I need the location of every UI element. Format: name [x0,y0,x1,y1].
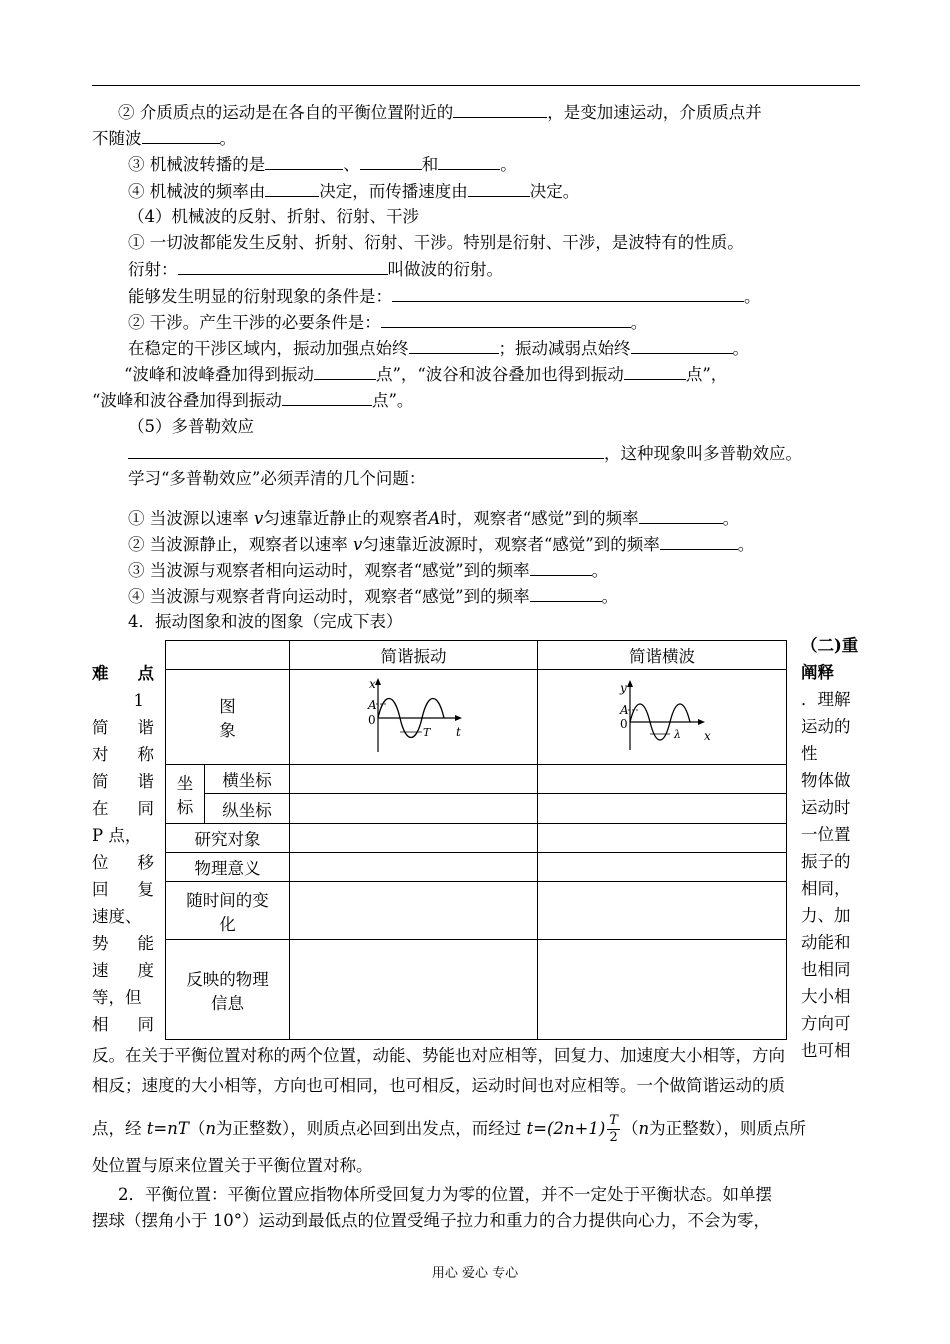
line-19: ④ 当波源与观察者背向运动时，观察者“感觉”到的频率 。 [128,587,619,606]
answer-cell[interactable] [538,940,787,1040]
fill-blank[interactable] [282,389,372,406]
wave-graph [538,670,786,760]
fill-blank[interactable] [381,311,631,328]
section-5-heading: （5）多普勒效应 [128,417,254,436]
answer-cell[interactable] [290,882,538,940]
para-line-1: 反。在关于平衡位置对称的两个位置，动能、势能也对应相等，回复力、加速度大小相等，方向 [92,1046,785,1065]
answer-cell[interactable] [290,765,538,794]
fill-blank[interactable] [314,363,376,380]
line-11: “波峰和波峰叠加得到振动 点”，“波谷和波谷叠加也得到振动 点”， [124,365,728,384]
col-header-wave: 简谐横波 [538,641,787,670]
wave-x-label: x [704,729,711,743]
fill-blank[interactable] [360,153,422,170]
line-4: ④ 机械波的频率由 决定，而传播速度由 决定。 [128,182,580,201]
row-header-change: 随时间的变 化 [166,882,290,940]
fill-blank[interactable] [468,180,530,197]
row-header-object: 研究对象 [166,824,290,853]
comparison-table [165,640,787,1040]
wave-amp-label: A [620,703,629,717]
oscillation-graph [290,670,537,760]
answer-cell[interactable] [538,765,787,794]
line-17: ② 当波源静止，观察者以速率 v匀速靠近波源时，观察者“感觉”到的频率 。 [128,535,755,554]
line-9: ② 干涉。产生干涉的必要条件是： 。 [128,313,648,332]
wave-x-arrow [698,719,705,725]
line-3: ③ 机械波转播的是 、 和 。 [128,155,517,174]
row-header-coordinate: 坐 标 [166,765,205,824]
fill-blank[interactable] [409,337,499,354]
fill-blank[interactable] [453,101,547,118]
row-header-y-axis: 纵坐标 [205,794,290,824]
section-4-heading: （4）机械波的反射、折射、衍射、干涉 [128,207,419,226]
fill-blank[interactable] [265,153,343,170]
line-14: ，这种现象叫多普勒效应。 [128,442,802,465]
line-6: ① 一切波都能发生反射、折射、衍射、干涉。特别是衍射、干涉，是波特有的性质。 [128,233,744,252]
line-7: 衍射： 叫做波的衍射。 [128,260,503,279]
line-2: 不随波 。 [92,129,236,148]
oscillation-amp-label: A [368,698,377,712]
table-corner [166,641,290,670]
para-line-5: 2．平衡位置：平衡位置应指物体所受回复力为零的位置，并不一定处于平衡状态。如单摆 [118,1185,772,1204]
header-rule [92,85,860,86]
para-line-6: 摆球（摆角小于 10°）运动到最低点的位置受绳子拉力和重力的合力提供向心力，不会为零， [92,1211,770,1230]
line-12: “波峰和波谷叠加得到振动 点”。 [92,391,414,410]
answer-cell[interactable] [290,940,538,1040]
right-wrapped-text: （二)重 阐释 ．理解 运动的 性 物体做 运动时 一位置 振子的 相同， 力、加 动能和 也相同 大小相 方向可 也可相 [801,636,859,1060]
answer-cell[interactable] [290,853,538,882]
answer-cell[interactable] [538,824,787,853]
fill-blank[interactable] [142,127,220,144]
answer-cell[interactable] [290,794,538,824]
fill-blank[interactable] [178,258,388,275]
row-header-image: 图 象 [166,670,290,765]
oscillation-period-label: T [423,726,431,739]
oscillation-graph-cell [290,670,538,765]
line-16: ① 当波源以速率 v匀速靠近静止的观察者A时，观察者“感觉”到的频率 。 [128,509,740,528]
answer-cell[interactable] [538,882,787,940]
line-10: 在稳定的干涉区域内，振动加强点始终 ；振动减弱点始终 。 [128,339,749,358]
row-header-meaning: 物理意义 [166,853,290,882]
oscillation-t-arrow [455,715,462,721]
para-line-3: 点，经 t=nT（n为正整数），则质点必回到出发点，而经过 t=(2n+1) $\frac{T}{2}$ （n为正整数），则质点所 [92,1113,806,1145]
fill-blank[interactable] [392,285,744,302]
fill-blank[interactable] [128,442,604,459]
wave-y-arrow [627,680,633,687]
fill-blank[interactable] [639,507,723,524]
fill-blank[interactable] [265,180,319,197]
row-header-x-axis: 横坐标 [205,765,290,794]
col-header-oscillation: 简谐振动 [290,641,538,670]
left-wrapped-text: 难 点 1 简 谐 对 称 简 谐 在 同 P 点， 位 移 回 复 速度、 势 能 速 度 等，但 相 同 [92,664,154,1034]
wave-y-label: y [620,681,627,695]
fraction-T-over-2: $\frac{T}{2}$ [609,1113,618,1145]
answer-cell[interactable] [290,824,538,853]
line-1: ② 介质质点的运动是在各自的平衡位置附近的 ，是变加速运动，介质质点并 [118,103,762,122]
oscillation-y-arrow [375,678,381,685]
oscillation-origin-label: 0 [368,713,376,727]
wave-origin-label: 0 [620,717,628,731]
fill-blank[interactable] [631,337,733,354]
line-18: ③ 当波源与观察者相向运动时，观察者“感觉”到的频率 。 [128,561,609,580]
line-8: 能够发生明显的衍射现象的条件是： 。 [128,287,761,306]
page-footer: 用心 爱心 专心 [431,1266,519,1281]
fill-blank[interactable] [660,533,738,550]
answer-cell[interactable] [538,853,787,882]
fill-blank[interactable] [438,153,500,170]
row-header-info: 反映的物理 信息 [166,940,290,1040]
oscillation-t-label: t [456,725,461,739]
fill-blank[interactable] [624,363,686,380]
fill-blank[interactable] [530,559,592,576]
oscillation-y-label: x [369,677,376,691]
table-caption: 4．振动图象和波的图象（完成下表） [128,612,403,631]
para-line-2: 相反；速度的大小相等，方向也可相同，也可相反，运动时间也对应相等。一个做简谐运动的质 [92,1076,785,1095]
answer-cell[interactable] [538,794,787,824]
para-line-4: 处位置与原来位置关于平衡位置对称。 [92,1156,373,1175]
fill-blank[interactable] [530,585,602,602]
wave-graph-cell [538,670,787,765]
wave-lambda-label: λ [674,728,681,741]
line-15: 学习“多普勒效应”必须弄清的几个问题： [128,469,426,488]
